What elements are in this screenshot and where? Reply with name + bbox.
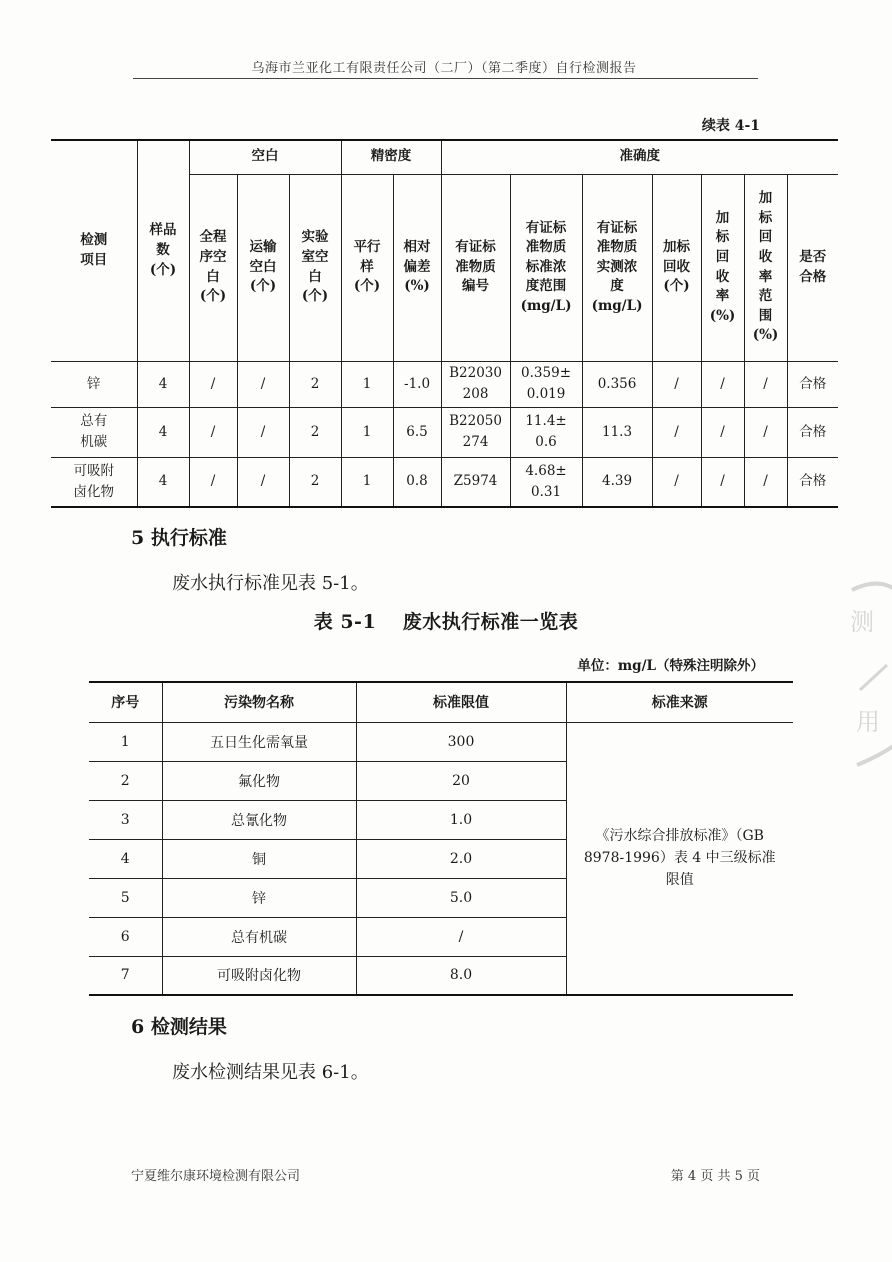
- col-crm-measured: 有证标 准物质 实测浓 度 (mg/L): [582, 174, 652, 361]
- table-row: [51, 457, 838, 507]
- col-transport-blank: 运输 空白 (个): [237, 174, 289, 361]
- cell-crm-measured: 11.3: [582, 407, 652, 457]
- cell-limit: /: [356, 917, 566, 956]
- table-5-1-title: 表 5-1 废水执行标准一览表: [313, 611, 579, 633]
- section-5-text: 废水执行标准见表 5-1。: [172, 573, 369, 594]
- col-pollutant-name: 污染物名称: [162, 682, 356, 722]
- cell-limit: 5.0: [356, 878, 566, 917]
- header-rule: [133, 78, 758, 79]
- cell-qualified: 合格: [787, 457, 838, 507]
- cell-no: 7: [89, 956, 162, 995]
- footer-page-number: 第 4 页 共 5 页: [670, 1169, 760, 1184]
- standards-table: [89, 681, 793, 996]
- cell-lab-blank: 2: [289, 457, 341, 507]
- col-spike-rate: 加 标 回 收 率 (%): [701, 174, 744, 361]
- group-accuracy: 准确度: [441, 140, 838, 174]
- cell-spike-rate: /: [701, 407, 744, 457]
- cell-name: 总氰化物: [162, 800, 356, 839]
- col-crm-range: 有证标 准物质 标准浓 度范围 (mg/L): [510, 174, 582, 361]
- cell-parallel: 1: [341, 457, 393, 507]
- group-blank: 空白: [189, 140, 341, 174]
- cell-item: 可吸附 卤化物: [51, 457, 137, 507]
- cell-spike-count: /: [652, 457, 701, 507]
- cell-full-blank: /: [189, 407, 237, 457]
- cell-limit: 2.0: [356, 839, 566, 878]
- col-rel-dev: 相对 偏差 (%): [393, 174, 441, 361]
- cell-spike-range: /: [744, 457, 787, 507]
- cell-name: 可吸附卤化物: [162, 956, 356, 995]
- cell-spike-rate: /: [701, 457, 744, 507]
- cell-crm-code: Z5974: [441, 457, 510, 507]
- table-row: [51, 407, 838, 457]
- col-qualified: 是否 合格: [787, 174, 838, 361]
- cell-sample-count: 4: [137, 457, 189, 507]
- cell-spike-rate: /: [701, 361, 744, 407]
- cell-item: 锌: [51, 361, 137, 407]
- unit-note: 单位：mg/L（特殊注明除外）: [577, 658, 764, 674]
- col-spike-count: 加标 回收 (个): [652, 174, 701, 361]
- cell-lab-blank: 2: [289, 407, 341, 457]
- cell-no: 2: [89, 761, 162, 800]
- table-continued-label: 续表 4-1: [701, 118, 760, 134]
- col-sample-count: 样品 数 (个): [137, 140, 189, 361]
- cell-standard-source: 《污水综合排放标准》（GB 8978-1996）表 4 中三级标准限值: [566, 722, 793, 995]
- cell-lab-blank: 2: [289, 361, 341, 407]
- cell-crm-code: B22030 208: [441, 361, 510, 407]
- cell-crm-range: 0.359± 0.019: [510, 361, 582, 407]
- cell-rel-dev: 6.5: [393, 407, 441, 457]
- cell-parallel: 1: [341, 407, 393, 457]
- col-lab-blank: 实验 室空 白 (个): [289, 174, 341, 361]
- cell-item: 总有 机碳: [51, 407, 137, 457]
- cell-no: 4: [89, 839, 162, 878]
- cell-parallel: 1: [341, 361, 393, 407]
- cell-name: 氟化物: [162, 761, 356, 800]
- stamp-char-1: 测: [850, 608, 874, 636]
- stamp-char-2: 用: [856, 708, 880, 736]
- col-no: 序号: [89, 682, 162, 722]
- section-5-heading: 5 执行标准: [131, 527, 227, 549]
- cell-spike-count: /: [652, 361, 701, 407]
- cell-limit: 20: [356, 761, 566, 800]
- seal-stamp: [842, 570, 892, 770]
- cell-name: 总有机碳: [162, 917, 356, 956]
- page-header-title: 乌海市兰亚化工有限责任公司（二厂）（第二季度）自行检测报告: [251, 61, 637, 76]
- cell-full-blank: /: [189, 361, 237, 407]
- cell-sample-count: 4: [137, 361, 189, 407]
- col-source: 标准来源: [566, 682, 793, 722]
- group-precision: 精密度: [341, 140, 441, 174]
- cell-name: 锌: [162, 878, 356, 917]
- cell-transport-blank: /: [237, 457, 289, 507]
- cell-name: 五日生化需氧量: [162, 722, 356, 761]
- cell-rel-dev: 0.8: [393, 457, 441, 507]
- col-full-blank: 全程 序空 白 (个): [189, 174, 237, 361]
- cell-spike-range: /: [744, 407, 787, 457]
- cell-no: 1: [89, 722, 162, 761]
- cell-limit: 1.0: [356, 800, 566, 839]
- cell-crm-measured: 4.39: [582, 457, 652, 507]
- cell-transport-blank: /: [237, 361, 289, 407]
- cell-crm-range: 11.4± 0.6: [510, 407, 582, 457]
- cell-qualified: 合格: [787, 361, 838, 407]
- col-item: 检测 项目: [51, 140, 137, 361]
- col-parallel: 平行 样 (个): [341, 174, 393, 361]
- cell-sample-count: 4: [137, 407, 189, 457]
- qc-table: [51, 139, 838, 508]
- cell-spike-count: /: [652, 407, 701, 457]
- cell-no: 3: [89, 800, 162, 839]
- section-6-heading: 6 检测结果: [131, 1016, 227, 1038]
- table-row: [51, 361, 838, 407]
- col-limit: 标准限值: [356, 682, 566, 722]
- cell-rel-dev: -1.0: [393, 361, 441, 407]
- cell-name: 铜: [162, 839, 356, 878]
- cell-no: 6: [89, 917, 162, 956]
- cell-full-blank: /: [189, 457, 237, 507]
- cell-crm-range: 4.68± 0.31: [510, 457, 582, 507]
- footer-company: 宁夏维尔康环境检测有限公司: [131, 1169, 301, 1184]
- col-crm-code: 有证标 准物质 编号: [441, 174, 510, 361]
- cell-qualified: 合格: [787, 407, 838, 457]
- table-row: [89, 722, 793, 761]
- cell-limit: 8.0: [356, 956, 566, 995]
- col-spike-range: 加 标 回 收 率 范 围 (%): [744, 174, 787, 361]
- section-6-text: 废水检测结果见表 6-1。: [172, 1062, 369, 1083]
- cell-crm-code: B22050 274: [441, 407, 510, 457]
- cell-no: 5: [89, 878, 162, 917]
- cell-spike-range: /: [744, 361, 787, 407]
- cell-crm-measured: 0.356: [582, 361, 652, 407]
- cell-transport-blank: /: [237, 407, 289, 457]
- cell-limit: 300: [356, 722, 566, 761]
